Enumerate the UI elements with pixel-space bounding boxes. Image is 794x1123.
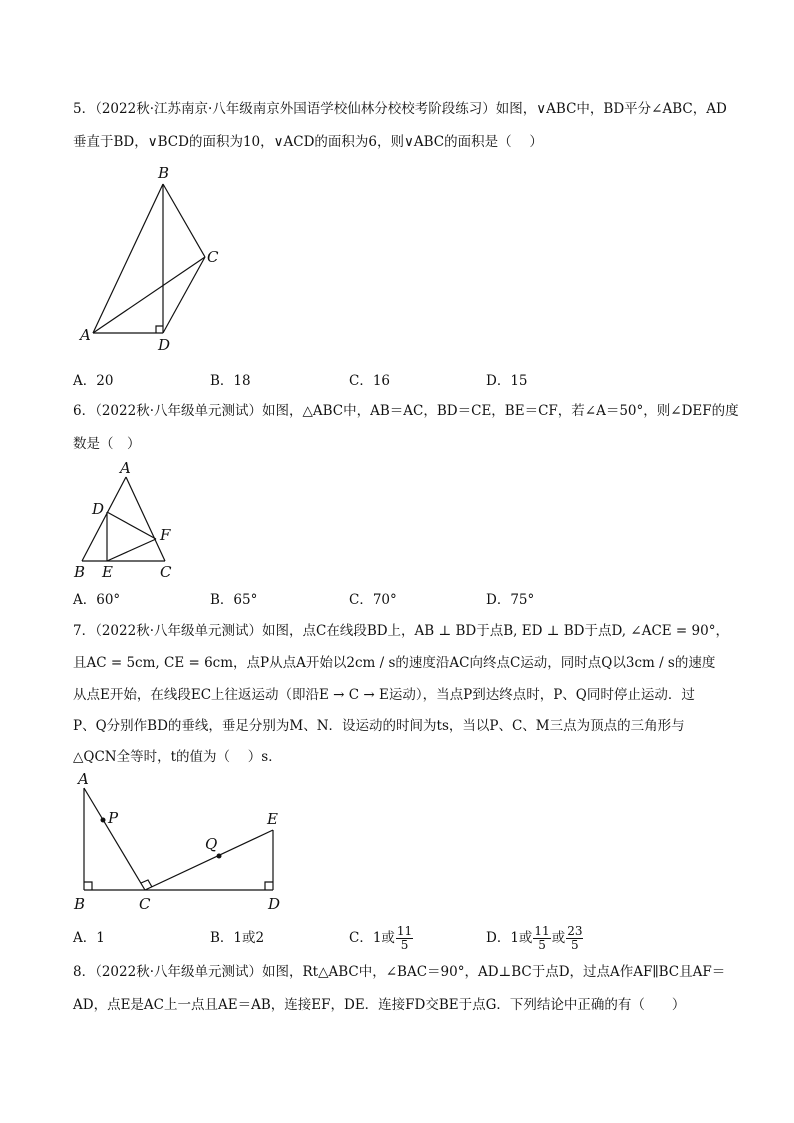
q7-option-c[interactable]: [349, 918, 414, 958]
q6-label-D: D: [92, 500, 105, 518]
q5-label-C: C: [207, 248, 219, 266]
q6-option-c[interactable]: C．70°: [349, 592, 397, 608]
q5-label-A: A: [80, 326, 91, 344]
q7-option-d[interactable]: [486, 918, 584, 958]
q5-option-d[interactable]: D．15: [486, 373, 528, 389]
q7-figure: [70, 768, 290, 918]
q7-text-line3: 从点E开始，在线段EC上往返运动（即沿E → C → E运动），当点P到达终点时，P、Q同时停止运动．过: [73, 687, 695, 703]
q6-figure: [70, 458, 190, 583]
q7-option-d-denominator-1: 5: [538, 938, 546, 952]
q7-text-line4: P、Q分别作BD的垂线，垂足分别为M、N．设运动的时间为ts，当以P、C、M三点为顶点的三角形与: [73, 718, 685, 734]
q7-text-line2: 且AC = 5cm, CE = 6cm，点P从点A开始以2cm / s的速度沿AC向终点C运动，同时点Q以3cm / s的速度: [73, 655, 716, 671]
q7-option-c-prefix: C．1或: [349, 930, 395, 946]
q6-seg-AC: [126, 477, 165, 561]
q5-seg-CD: [163, 257, 205, 333]
q6-label-F: F: [160, 526, 171, 544]
q7-text-line1: 7．（2022秋·八年级单元测试）如图，点C在线段BD上，AB ⊥ BD于点B, ED ⊥ BD于点D, ∠ACE = 90°，: [73, 623, 729, 639]
q5-seg-BC: [163, 184, 205, 257]
q7-label-P: P: [108, 809, 119, 827]
q7-option-c-numerator: 11: [396, 924, 413, 938]
q7-option-d-fraction-1: [533, 925, 550, 952]
q6-label-B: B: [74, 563, 86, 581]
q7-label-D: D: [268, 895, 281, 913]
q7-label-Q: Q: [205, 835, 218, 853]
q7-right-angle-D: [265, 882, 273, 890]
q7-option-d-denominator-2: 5: [571, 938, 579, 952]
q5-option-c[interactable]: C．16: [349, 373, 391, 389]
q6-text-line2: 数是（ ）: [73, 436, 141, 452]
q5-seg-AC: [93, 257, 205, 333]
q7-option-d-fraction-2: [566, 925, 583, 952]
q7-label-A: A: [78, 770, 89, 788]
q5-text-line1: 5．（2022秋·江苏南京·八年级南京外国语学校仙林分校校考阶段练习）如图，∨ABC中，BD平分∠ABC，AD: [73, 101, 727, 117]
q5-option-a[interactable]: A．20: [73, 373, 114, 389]
q7-right-angle-B: [84, 882, 92, 890]
q8-text-line2: AD，点E是AC上一点且AE＝AB，连接EF，DE．连接FD交BE于点G．下列结论中正确的有（ ）: [73, 997, 686, 1013]
q7-label-E: E: [267, 810, 278, 828]
q5-label-B: B: [158, 164, 170, 182]
q7-option-d-numerator-1: 11: [534, 924, 550, 938]
q7-option-b[interactable]: B．1或2: [210, 930, 265, 946]
q6-option-b[interactable]: B．65°: [210, 592, 258, 608]
q5-figure: [70, 160, 240, 360]
q5-right-angle-mark: [156, 326, 163, 333]
q7-option-c-fraction: [396, 925, 413, 952]
q6-label-E: E: [102, 563, 113, 581]
q5-label-D: D: [158, 336, 171, 354]
q6-option-d[interactable]: D．75°: [486, 592, 535, 608]
q7-point-P: [101, 818, 106, 823]
q7-point-Q: [217, 854, 222, 859]
q6-seg-EF: [107, 539, 156, 561]
q7-option-d-prefix: D．1或: [486, 930, 533, 946]
q6-option-a[interactable]: A．60°: [73, 592, 121, 608]
q8-text-line1: 8．（2022秋·八年级单元测试）如图，Rt△ABC中，∠BAC＝90°，AD⊥BC于点D，过点A作AF∥BC且AF＝: [73, 964, 726, 980]
q6-label-A: A: [120, 459, 131, 477]
q7-option-d-numerator-2: 23: [567, 924, 583, 938]
q6-label-C: C: [160, 563, 172, 581]
q7-option-d-mid: 或: [551, 930, 566, 946]
q5-seg-AB: [93, 184, 163, 333]
q7-seg-AC: [84, 788, 145, 890]
q7-label-B: B: [74, 895, 86, 913]
q7-label-C: C: [139, 895, 151, 913]
q7-text-line5: △QCN全等时，t的值为（ ）s．: [73, 749, 282, 765]
q6-text-line1: 6．（2022秋·八年级单元测试）如图，△ABC中，AB＝AC，BD＝CE，BE＝CF，若∠A＝50°，则∠DEF的度: [73, 403, 739, 419]
q7-option-c-denominator: 5: [400, 938, 409, 952]
q5-text-line2: 垂直于BD，∨BCD的面积为10，∨ACD的面积为6，则∨ABC的面积是（ ）: [73, 134, 543, 150]
q5-option-b[interactable]: B．18: [210, 373, 251, 389]
q7-option-a[interactable]: A．1: [73, 930, 105, 946]
